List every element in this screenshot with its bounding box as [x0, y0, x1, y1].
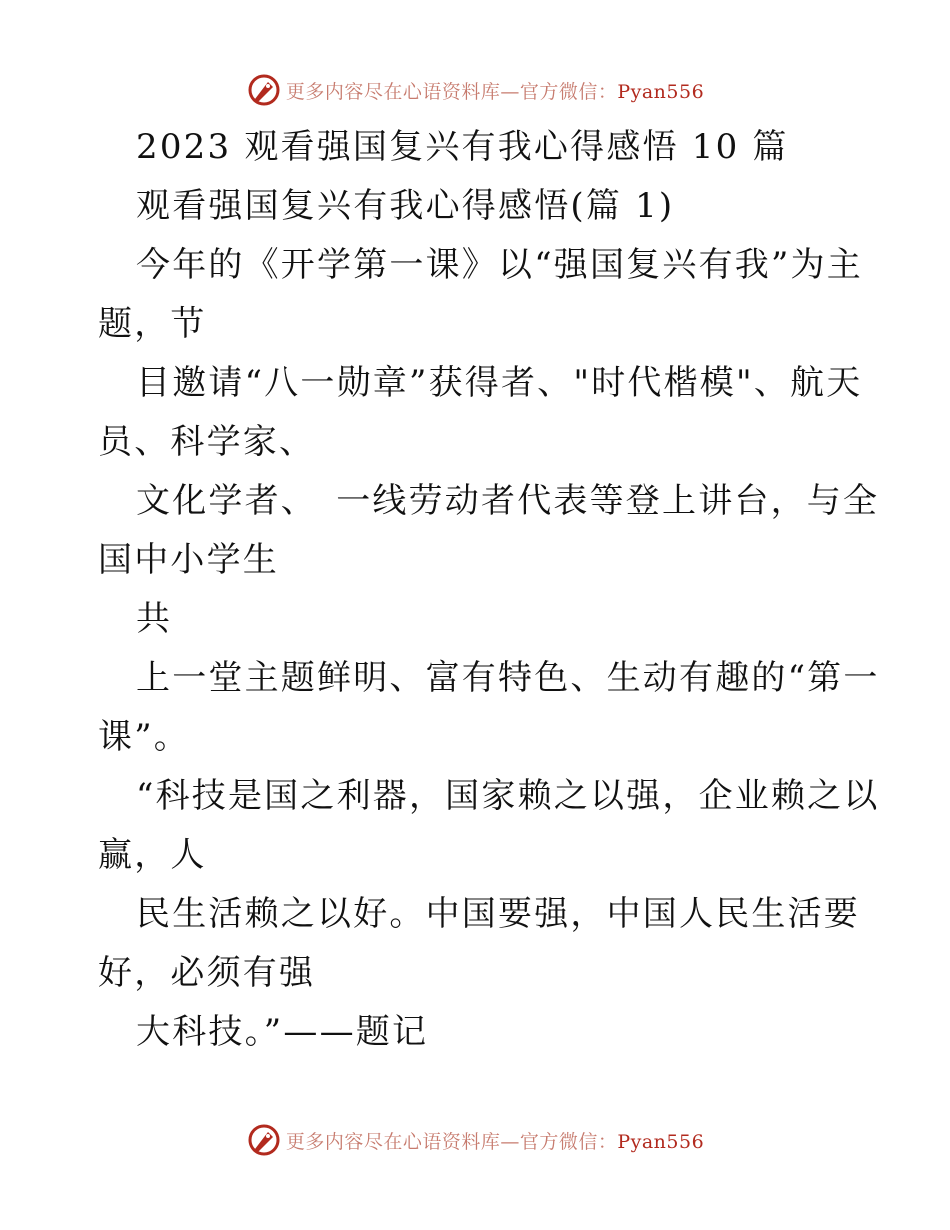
pen-nib-logo-icon: [246, 1122, 282, 1158]
paragraph-line: 上一堂主题鲜明、富有特色、生动有趣的“第一: [136, 658, 880, 698]
document-title: 2023 观看强国复兴有我心得感悟 10 篇: [136, 127, 789, 167]
footer-banner-text: 更多内容尽在心语资料库—官方微信：Pyan556: [285, 1130, 705, 1153]
paragraph-line: 赢，人: [98, 835, 207, 875]
section-heading: 观看强国复兴有我心得感悟(篇 1): [136, 186, 675, 226]
paragraph-line: 员、科学家、: [98, 422, 316, 462]
paragraph-line: 好，必须有强: [98, 953, 316, 993]
paragraph-line: 课”。: [98, 717, 190, 757]
pen-nib-logo-icon: [246, 72, 282, 108]
paragraph-line: 国中小学生: [98, 540, 279, 580]
paragraph-line: 大科技。”——题记: [136, 1012, 429, 1052]
paragraph-line: “科技是国之利器，国家赖之以强，企业赖之以: [136, 776, 880, 816]
header-banner-text: 更多内容尽在心语资料库—官方微信：Pyan556: [285, 80, 705, 103]
footer-banner-handle: Pyan556: [617, 1130, 705, 1153]
paragraph-line: 目邀请“八一勋章”获得者、"时代楷模"、航天: [136, 363, 863, 403]
header-banner-handle: Pyan556: [617, 80, 705, 103]
paragraph-line: 题，节: [98, 304, 207, 344]
paragraph-line: 民生活赖之以好。中国要强，中国人民生活要: [136, 894, 860, 934]
footer-banner: [0, 1120, 950, 1160]
header-banner: [0, 70, 950, 110]
paragraph-line: 今年的《开学第一课》以“强国复兴有我”为主: [136, 245, 863, 285]
paragraph-line: 共: [136, 599, 173, 639]
paragraph-line: 文化学者、 一线劳动者代表等登上讲台，与全: [136, 481, 880, 521]
